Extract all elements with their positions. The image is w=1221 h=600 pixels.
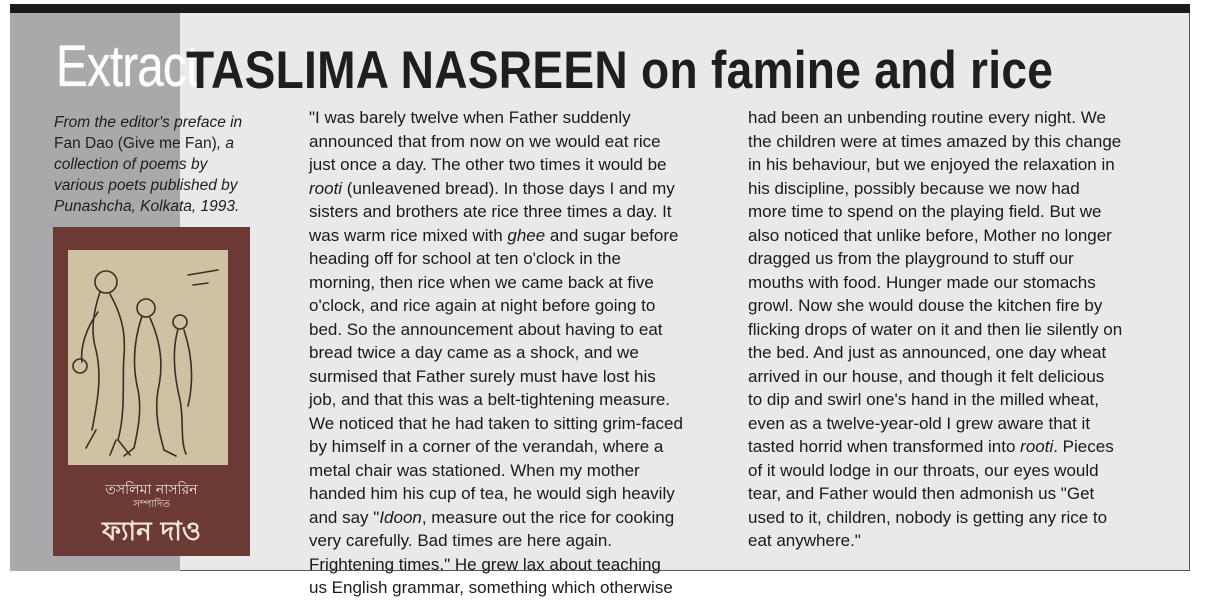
text-line: bed. So the announcement about having to eat (309, 319, 663, 339)
text-line: just once a day. The other two times it would be (309, 155, 667, 174)
text-line: the children were at times amazed by this change (748, 131, 1122, 151)
text-line: eat anywhere." (748, 531, 861, 550)
text-line: heading off for school at ten o'clock in the (309, 249, 621, 268)
text-line: Frightening times." He grew lax about teaching (309, 554, 661, 574)
text-line: used to it, children, nobody is getting any rice to (748, 507, 1108, 527)
text-line (748, 435, 1168, 459)
text-line: arrived in our house, and though it felt delicious (748, 366, 1105, 386)
text-line: to dip and swirl one's hand in the milled wheat, (748, 390, 1100, 409)
book-cover-image (53, 227, 250, 556)
editor-note-line: From the editor's preface in (54, 114, 243, 131)
editor-note-line: , a (216, 135, 235, 152)
text-line (309, 224, 729, 248)
text-line (309, 177, 729, 201)
text-line: handed him his cup of tea, he would sigh heavily (309, 484, 675, 503)
page-title: TASLIMA NASREEN on famine and rice (186, 41, 1054, 100)
italic-term: Idoon (379, 507, 422, 527)
text-line: o'clock, and rice again at night before going to (309, 296, 656, 315)
text-line: mouths with food. Hunger made our stomachs (748, 272, 1096, 292)
text-span: (unleavened bread). In those days I and my (342, 178, 675, 198)
text-line: tear, and Father would then admonish us "Get (748, 484, 1095, 503)
text-line: the bed. And just as announced, one day wheat (748, 343, 1107, 362)
text-span: . Pieces (1053, 437, 1114, 456)
text-span: and say " (309, 507, 380, 527)
editor-note-line: Punashcha, Kolkata, 1993. (54, 198, 240, 215)
cover-author: তসলিমা নাসরিন (105, 482, 198, 498)
text-line: morning, then rice when we came back at five (309, 272, 654, 292)
article-column-1 (309, 106, 729, 600)
text-line: in his behaviour, but we enjoyed the relaxation in (748, 155, 1115, 174)
editor-note-line: various poets published by (54, 177, 238, 194)
text-line: his discipline, possibly because we now had (748, 178, 1080, 198)
text-line: announced that from now on we would eat rice (309, 131, 661, 151)
editor-note (54, 112, 284, 217)
italic-term: rooti (309, 178, 343, 198)
text-line: job, and that this was a belt-tightening measure. (309, 390, 670, 409)
text-line: us English grammar, something which otherwise (309, 578, 673, 597)
text-line: "I was barely twelve when Father suddenly (309, 108, 631, 127)
text-span: , measure out the rice for cooking (421, 507, 675, 527)
editor-note-book-title: Fan Dao (Give me Fan) (54, 135, 217, 152)
text-line: also noticed that unlike before, Mother no longer (748, 225, 1112, 245)
section-label: Extract (56, 34, 199, 99)
top-rule (10, 4, 1190, 13)
text-line: even as a twelve-year-old I grew aware that it (748, 413, 1091, 433)
text-span: tasted horrid when transformed into (748, 437, 1021, 456)
cover-role: সম্পাদিত (133, 499, 170, 510)
text-line: surmised that Father surely must have lost his (309, 366, 656, 386)
text-line: very carefully. Bad times are here again. (309, 531, 612, 550)
article-column-2 (748, 106, 1168, 553)
text-span: was warm rice mixed with (309, 225, 508, 245)
text-line: sisters and brothers ate rice three times a day. It (309, 202, 672, 221)
italic-term: ghee (507, 225, 546, 245)
text-line: by himself in a corner of the verandah, where a (309, 437, 664, 456)
cover-illustration (68, 250, 228, 465)
text-line: had been an unbending routine every night. We (748, 108, 1106, 127)
text-line: metal chair was stationed. When my mother (309, 460, 640, 480)
text-line: dragged us from the playground to stuff our (748, 249, 1074, 268)
text-line: bread twice a day came as a shock, and we (309, 343, 639, 362)
text-line: growl. Now she would douse the kitchen fire by (748, 296, 1103, 315)
text-line: flicking drops of water on it and then lie silently on (748, 319, 1123, 339)
text-line (309, 506, 729, 530)
editor-note-line: collection of poems by (54, 156, 208, 173)
text-span: and sugar before (545, 225, 679, 245)
text-line: of it would lodge in our throats, our eyes would (748, 460, 1099, 480)
famine-figures-sketch (68, 250, 228, 465)
cover-title: ফ্যান দাও (102, 517, 201, 547)
text-line: more time to spend on the playing field. But we (748, 202, 1102, 221)
italic-term: rooti (1020, 437, 1054, 456)
text-line: We noticed that he had taken to sitting grim-faced (309, 413, 683, 433)
